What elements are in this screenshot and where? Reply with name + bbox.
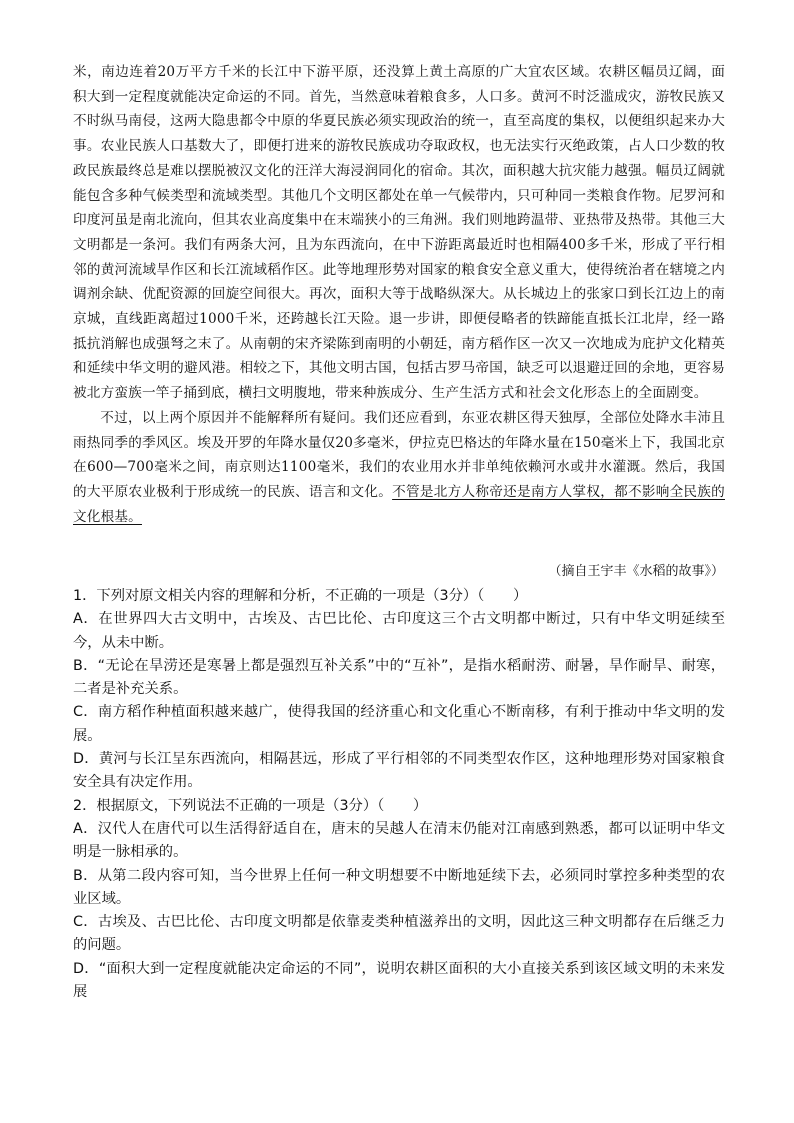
passage-paragraph-2-text: 不过，以上两个原因并不能解释所有疑问。我们还应看到，东亚农耕区得天独厚，全部位处降水丰沛且雨热同季的季风区。埃及开罗的年降水量仅20多毫米，伊拉克巴格达的年降水量在150毫米上下，我国北京在600—700毫米之间，南京则达1100毫米，我们的农业用水并非单纯依赖河水或井水灌溉。然后，我国的大平原农业极利于形成统一的民族、语言和文化。 — [73, 409, 725, 500]
question-section — [73, 585, 725, 1004]
option-a[interactable]: A．在世界四大古文明中，古埃及、古巴比伦、古印度这三个古文明都中断过，只有中华文明延续至今，从未中断。 — [73, 611, 725, 651]
question-1 — [73, 585, 725, 795]
question-stem: 2．根据原文，下列说法不正确的一项是（3分）（ ） — [73, 797, 428, 814]
passage-paragraph-1: 米，南边连着20万平方千米的长江中下游平原，还没算上黄土高原的广大宜农区域。农耕区幅员辽阔，面积大到一定程度就能决定命运的不同。首先，当然意味着粮食多，人口多。黄河不时泛滥成灾，游牧民族又不时纵马南侵，这两大隐患都令中原的华夏民族必须实现政治的统一，直至高度的集权，以便组织起来办大事。农业民族人口基数大了，即便打进来的游牧民族成功夺取政权，也无法实行灭绝政策，占人口少数的牧政民族最终总是难以摆脱被汉文化的汪洋大海浸润同化的宿命。其次，面积越大抗灾能力越强。幅员辽阔就能包含多种气候类型和流域类型。其他几个文明区都处在单一气候带内，只可种同一类粮食作物。尼罗河和印度河虽是南北流向，但其农业高度集中在末端狭小的三角洲。我们则地跨温带、亚热带及热带。其他三大文明都是一条河。我们有两条大河，且为东西流向，在中下游距离最近时也相隔400多千米，形成了平行相邻的黄河流域旱作区和长江流域稻作区。此等地理形势对国家的粮食安全意义重大，使得统治者在辖境之内调剂余缺、优配资源的回旋空间很大。再次，面积大等于战略纵深大。从长城边上的张家口到长江边上的南京城，直线距离超过1000千米，还跨越长江天险。退一步讲，即便侵略者的铁蹄能直抵长江北岸，经一路抵抗消解也成强弩之末了。从南朝的宋齐梁陈到南明的小朝廷，南方稻作区一次又一次地成为庇护文化精英和延续中华文明的避风港。相较之下，其他文明古国，包括古罗马帝国，缺乏可以退避迂回的余地，更容易被北方蛮族一竿子捅到底，横扫文明腹地，带来种族成分、生产生活方式和社会文化形态上的全面剧变。 — [73, 64, 725, 402]
reading-passage — [73, 60, 725, 529]
question-stem: 1．下列对原文相关内容的理解和分析，不正确的一项是（3分）（ ） — [73, 588, 528, 604]
option-d[interactable]: D．“面积大到一定程度就能决定命运的不同”，说明农耕区面积的大小直接关系到该区域文明的未来发展 — [73, 960, 725, 1001]
option-b[interactable]: B．从第二段内容可知，当今世界上任何一种文明想要不中断地延续下去，必须同时掌控多种类型的农业区域。 — [73, 867, 725, 907]
underlined-sentence: 不管是北方人称帝还是南方人掌权，都不影响全民族的文化根基。 — [73, 483, 725, 525]
passage-source: （摘自王宇丰《水稻的故事》） — [548, 564, 724, 579]
option-b[interactable]: B．“无论在旱涝还是寒暑上都是强烈互补关系”中的“互补”，是指水稻耐涝、耐暑，旱作耐旱、耐寒，二者是补充关系。 — [73, 657, 725, 698]
passage-paragraph-2 — [73, 406, 725, 530]
option-c[interactable]: C．古埃及、古巴比伦、古印度文明都是依靠麦类种植滋养出的文明，因此这三种文明都存在后继乏力的问题。 — [73, 914, 725, 954]
question-2 — [73, 795, 725, 1005]
option-d[interactable]: D．黄河与长江呈东西流向，相隔甚远，形成了平行相邻的不同类型农作区，这种地理形势对国家粮食安全具有决定作用。 — [73, 751, 725, 791]
option-a[interactable]: A．汉代人在唐代可以生活得舒适自在，唐末的吴越人在清末仍能对江南感到熟悉，都可以证明中华文明是一脉相承的。 — [73, 820, 725, 861]
option-c[interactable]: C．南方稻作种植面积越来越广，使得我国的经济重心和文化重心不断南移，有利于推动中华文明的发展。 — [73, 704, 725, 744]
